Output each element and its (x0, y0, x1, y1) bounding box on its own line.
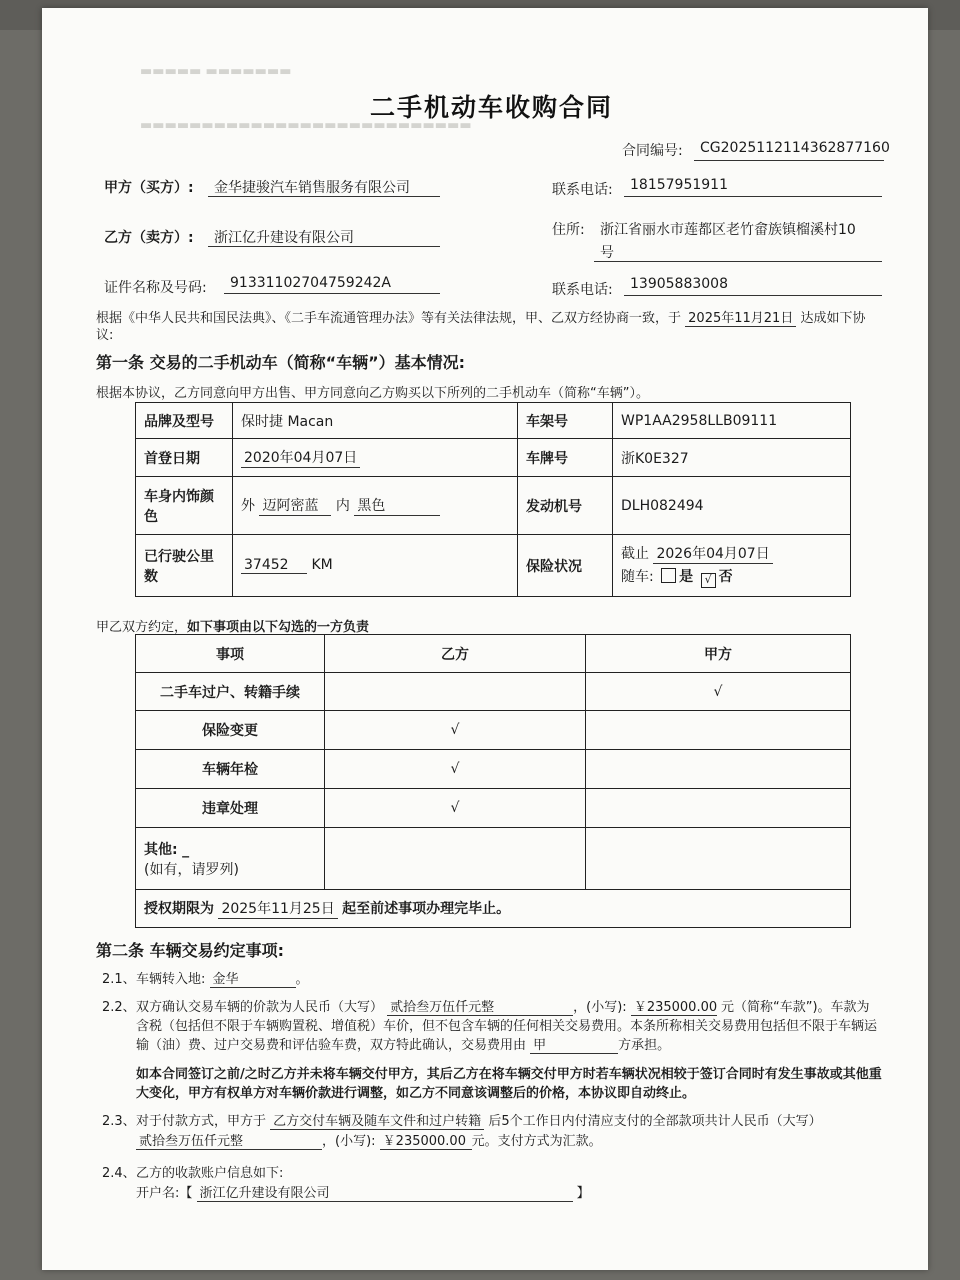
bold-clause-line2: 大变化，甲方有权单方对车辆价款进行调整，如乙方不同意该调整后的价格，本协议即自动终止。 (136, 1086, 696, 1101)
duty-item: 二手车过户、转籍手续 (136, 673, 325, 711)
bleed-through-mark: ▬▬▬▬▬ ▬▬▬▬▬▬▬ (140, 64, 292, 79)
bleed-through-mark: ▬▬▬▬▬▬▬▬▬▬▬▬▬▬▬▬▬▬▬▬▬▬▬▬▬▬▬ (140, 118, 472, 133)
duty-item: 违章处理 (136, 789, 325, 828)
party-a-phone-label: 联系电话: (552, 182, 613, 198)
article-2-title: 第二条 车辆交易约定事项: (96, 941, 284, 960)
party-b-address-line2: 号 (600, 245, 614, 261)
duties-table (135, 634, 851, 928)
party-a-name: 金华捷骏汽车销售服务有限公司 (214, 180, 410, 196)
contract-no-value: CG2025112114362877160 (700, 140, 890, 156)
contract-no-label: 合同编号: (622, 143, 683, 159)
clause-2-4-no: 2.4、 (102, 1166, 136, 1181)
total-chinese: 贰拾叁万伍仟元整 (136, 1130, 322, 1150)
fee-payer: 甲 (530, 1034, 618, 1054)
clause-2-2-line2: 含税（包括但不限于车辆购置税、增值税）车价，但不包含车辆的任何相关交易费用。本条所称相关交易费用包括但不限于车辆运 (136, 1019, 878, 1034)
duty-party-b: √ (325, 750, 586, 789)
brand-label: 品牌及型号 (136, 403, 233, 439)
duty-party-a (586, 789, 851, 828)
payment-condition: 乙方交付车辆及随车文件和过户转籍 (270, 1110, 484, 1130)
int-prefix: 内 (335, 498, 350, 514)
underline (624, 295, 882, 296)
clause-2-3-line1: 对于付款方式，甲方于 乙方交付车辆及随车文件和过户转籍 后5个工作日内付清应支付的全部款项共计人民币（大写） (136, 1110, 822, 1130)
duty-item: 车辆年检 (136, 750, 325, 789)
underline (224, 293, 440, 294)
clause-2-4-text: 乙方的收款账户信息如下: (136, 1166, 284, 1181)
insurance-cell: 截止 2026年04月07日 随车: 是 √ 否 (613, 535, 851, 597)
duty-party-a (586, 750, 851, 789)
clause-2-3-no: 2.3、 (102, 1114, 136, 1129)
price-chinese: 贰拾叁万伍仟元整 (387, 996, 573, 1016)
party-b-phone-label: 联系电话: (552, 282, 613, 298)
int-color: 黑色 (354, 495, 440, 516)
vin-label: 车架号 (518, 403, 613, 439)
id-doc-value: 91331102704759242A (230, 275, 391, 291)
duty-other-party-a (586, 828, 851, 890)
page-title: 二手机动车收购合同 (370, 93, 614, 122)
duty-other-cell: 其他: _ (如有，请罗列) (136, 828, 325, 890)
col-header-party-b: 乙方 (325, 635, 586, 673)
engine-value: DLH082494 (613, 477, 851, 535)
underline (624, 196, 882, 197)
clause-2-2-no: 2.2、 (102, 1000, 136, 1015)
reg-date-label: 首登日期 (136, 439, 233, 477)
duty-item: 保险变更 (136, 711, 325, 750)
insurance-no-checkbox: √ (701, 573, 716, 588)
party-b-label: 乙方（卖方）: (104, 230, 194, 246)
duty-party-a: √ (586, 673, 851, 711)
total-numeric: ￥235000.00 (380, 1130, 472, 1150)
duty-party-b: √ (325, 711, 586, 750)
clause-2-3-line2: 贰拾叁万伍仟元整 ，(小写): ￥235000.00 元。支付方式为汇款。 (136, 1130, 602, 1150)
mileage-unit: KM (311, 557, 333, 573)
account-holder: 开户名:【 浙江亿升建设有限公司 】 (136, 1182, 590, 1202)
duties-intro: 甲乙双方约定，如下事项由以下勾选的一方负责 (96, 620, 370, 635)
party-b-address-line1: 浙江省丽水市莲都区老竹畲族镇榴溪村10 (600, 222, 856, 238)
col-header-party-a: 甲方 (586, 635, 851, 673)
article-1-desc: 根据本协议，乙方同意向甲方出售、甲方同意向乙方购买以下所列的二手机动车（简称“车辆”）。 (96, 386, 649, 401)
col-header-item: 事项 (136, 635, 325, 673)
account-holder-name: 浙江亿升建设有限公司 (197, 1182, 573, 1202)
engine-label: 发动机号 (518, 477, 613, 535)
insurance-label: 保险状况 (518, 535, 613, 597)
mileage-value: 37452 (241, 557, 307, 574)
color-label: 车身内饰颜 色 (136, 477, 233, 535)
underline (594, 261, 882, 262)
article-1-title: 第一条 交易的二手机动车（简称“车辆”）基本情况: (96, 353, 466, 372)
reg-date-cell (233, 439, 518, 477)
clause-2-1: 车辆转入地: 金华 。 (136, 968, 309, 988)
mileage-cell (233, 535, 518, 597)
reg-date-value: 2020年04月07日 (241, 447, 360, 468)
color-cell (233, 477, 518, 535)
vin-value: WP1AA2958LLB09111 (613, 403, 851, 439)
mileage-label: 已行驶公里 数 (136, 535, 233, 597)
underline (208, 246, 440, 247)
insurance-date: 2026年04月07日 (653, 543, 772, 564)
clause-2-2-line1: 双方确认交易车辆的价款为人民币（大写） 贰拾叁万伍仟元整 ，(小写): ￥235000.00 元（简称“车款”)。车款为 (136, 996, 870, 1016)
ext-color: 迈阿密蓝 (259, 495, 331, 516)
auth-period-row: 授权期限为 2025年11月25日 起至前述事项办理完毕止。 (136, 890, 851, 928)
intro-line2: 议: (96, 328, 114, 343)
insurance-yes-checkbox (661, 568, 676, 583)
duty-party-b: √ (325, 789, 586, 828)
price-numeric: ￥235000.00 (631, 996, 717, 1016)
clause-2-1-no: 2.1、 (102, 972, 136, 987)
brand-value: 保时捷 Macan (233, 403, 518, 439)
party-b-address-label: 住所: (552, 222, 585, 238)
intro-pre: 根据《中华人民共和国民法典》、《二手车流通管理办法》等有关法律法规，甲、乙双方经协商一致，于 (96, 311, 682, 326)
underline (694, 160, 884, 161)
bold-clause-line1: 如本合同签订之前/之时乙方并未将车辆交付甲方，其后乙方在将车辆交付甲方时若车辆状况相较于签订合同时有发生事故或其他重 (136, 1067, 882, 1082)
ext-prefix: 外 (241, 498, 255, 514)
vehicle-info-table (135, 402, 851, 597)
underline (208, 196, 440, 197)
duty-party-b (325, 673, 586, 711)
intro-post: 达成如下协 (800, 311, 866, 326)
party-a-label: 甲方（买方）: (104, 180, 194, 196)
id-doc-label: 证件名称及号码: (104, 280, 207, 296)
plate-label: 车牌号 (518, 439, 613, 477)
duty-party-a (586, 711, 851, 750)
duty-other-party-b (325, 828, 586, 890)
plate-value: 浙K0E327 (613, 439, 851, 477)
party-b-name: 浙江亿升建设有限公司 (214, 230, 354, 246)
transfer-city: 金华 (210, 968, 296, 988)
party-b-phone: 13905883008 (630, 276, 728, 292)
intro-text (96, 307, 865, 327)
auth-date: 2025年11月25日 (218, 898, 337, 919)
party-a-phone: 18157951911 (630, 177, 728, 193)
clause-2-2-line3: 输（油）费、过户交易费和评估验车费，双方特此确认，交易费用由 甲 方承担。 (136, 1034, 670, 1054)
intro-date: 2025年11月21日 (685, 307, 796, 327)
